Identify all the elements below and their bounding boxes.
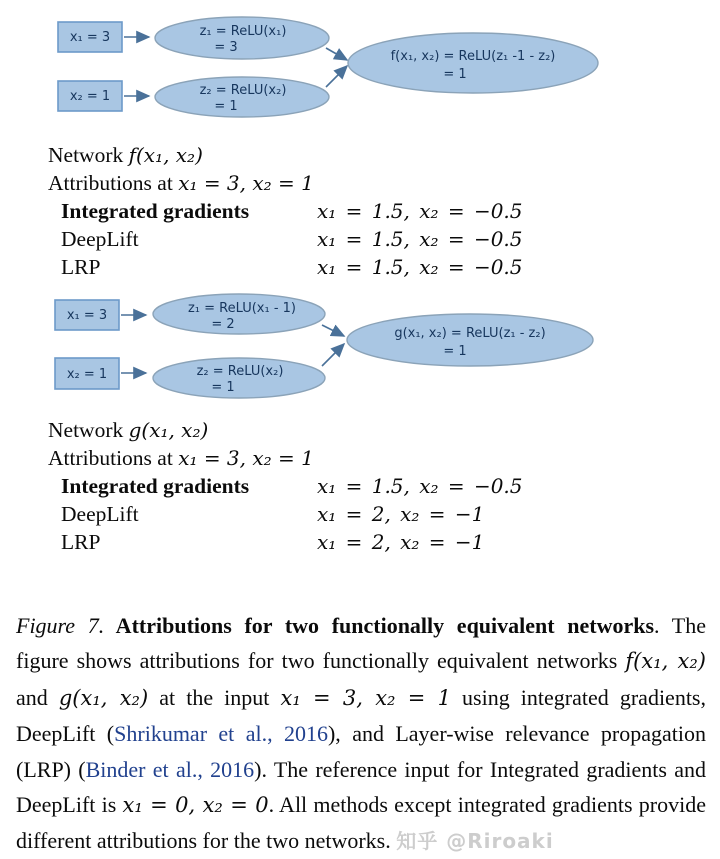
method-values: x₁ = 1.5, x₂ = −0.5 [317,474,523,498]
hidden-node-z1-label: z₁ = ReLU(x₁) [199,24,287,39]
caption-segment: Attributions for two functionally equivalent networks [104,613,655,638]
attributions-g-subtitle: Attributions at x₁ = 3, x₂ = 1 [48,446,314,470]
method-name: Integrated gradients [61,199,250,223]
caption-segment: . The figure shows attributions for two functionally equivalent networks [16,613,707,674]
caption-segment: and [16,684,59,710]
method-name: DeepLift [61,502,139,526]
edge-z1-g [322,325,344,336]
attribution-row-ig [48,472,668,500]
network-f-title: Network f(x₁, x₂) [48,143,203,167]
zhihu-watermark: 知乎 @Riroaki [396,829,554,854]
output-node-f-value: = 1 [443,67,467,82]
attributions-g-input-math: x₁ = 3, x₂ = 1 [178,446,314,470]
attribution-row-lrp [48,528,668,556]
hidden-node-z1-label: z₁ = ReLU(x₁ - 1) [187,301,297,316]
caption-segment: at the input [148,684,281,710]
caption-segment: x₁ = 0, x₂ = 0 [122,793,269,818]
hidden-node-z2-value: = 1 [214,99,238,114]
edge-z2-g [322,344,344,366]
method-name: Integrated gradients [61,474,250,498]
caption-segment: using integrated gradients, DeepLift ( [16,684,706,747]
hidden-node-z1-value: = 2 [211,317,235,332]
citation-link[interactable]: Binder et al., 2016 [85,756,255,782]
figure-caption [16,608,706,859]
attribution-row-deeplift [48,500,668,528]
network-g-title: Network g(x₁, x₂) [48,418,209,442]
network-f-diagram [0,0,720,140]
output-node-g-value: = 1 [443,344,467,359]
attribution-row-ig [48,197,668,225]
method-name: LRP [61,530,101,554]
attributions-f-subtitle: Attributions at x₁ = 3, x₂ = 1 [48,171,314,195]
caption-segment: g(x₁, x₂) [58,685,149,710]
output-node-g-label: g(x₁, x₂) = ReLU(z₁ - z₂) [394,326,546,341]
method-values: x₁ = 1.5, x₂ = −0.5 [317,255,523,279]
attributions-g-block [48,416,668,556]
input-node-x1-label: x₁ = 3 [69,30,111,45]
hidden-node-z2-label: z₂ = ReLU(x₂) [196,364,284,379]
edge-z2-f [326,66,347,87]
edge-z1-f [326,48,347,60]
input-node-x1-label: x₁ = 3 [66,308,108,323]
caption-segment: Figure 7. [16,613,105,638]
method-values: x₁ = 2, x₂ = −1 [317,530,485,554]
method-name: DeepLift [61,227,139,251]
method-values: x₁ = 1.5, x₂ = −0.5 [317,227,523,251]
attributions-f-input-math: x₁ = 3, x₂ = 1 [178,171,314,195]
caption-segment: x₁ = 3, x₂ = 1 [280,685,451,710]
citation-link[interactable]: Shrikumar et al., 2016 [114,721,328,747]
caption-segment: f(x₁, x₂) [625,649,706,674]
caption-segment: ). The reference input for Integrated gradients and DeepLift is [16,756,707,818]
output-node-f-label: f(x₁, x₂) = ReLU(z₁ -1 - z₂) [390,49,556,64]
caption-segment: . All methods except integrated gradients provide different attributions for the two networks. [16,792,706,854]
method-name: LRP [61,255,101,279]
network-f-math: f(x₁, x₂) [128,143,203,167]
hidden-node-z2-label: z₂ = ReLU(x₂) [199,83,287,98]
method-values: x₁ = 2, x₂ = −1 [317,502,485,526]
attributions-f-block [48,141,668,281]
attribution-row-lrp [48,253,668,281]
caption-segment: ), and Layer-wise relevance propagation (LRP) ( [16,721,706,782]
input-node-x2-label: x₂ = 1 [69,89,111,104]
method-values: x₁ = 1.5, x₂ = −0.5 [317,199,523,223]
network-g-diagram [0,285,720,415]
hidden-node-z2-value: = 1 [211,380,235,395]
hidden-node-z1-value: = 3 [214,40,238,55]
attribution-row-deeplift [48,225,668,253]
input-node-x2-label: x₂ = 1 [66,367,108,382]
network-g-math: g(x₁, x₂) [128,418,209,442]
